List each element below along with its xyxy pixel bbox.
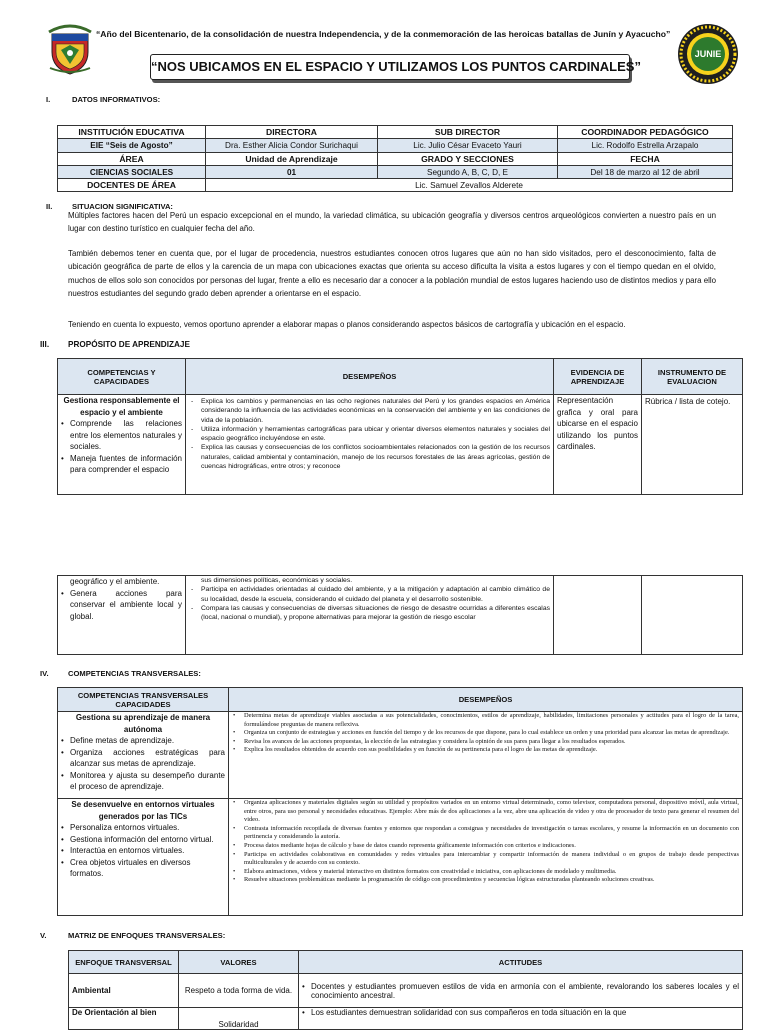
competencia-cell-continued xyxy=(58,576,186,655)
header-directora: DIRECTORA xyxy=(206,126,378,139)
competencias-transversales-table xyxy=(57,687,743,916)
evidencia-cell: Representación grafica y oral para ubicarse en el espacio utilizando los puntos cardinales. xyxy=(554,395,642,495)
desempeno-continuation: sus dimensiones políticas, económicas y sociales. xyxy=(201,577,353,584)
junie-seal-logo xyxy=(676,22,740,86)
header-instrumento: INSTRUMENTO DE EVALUACION xyxy=(642,359,743,395)
actitud-item: • Docentes y estudiantes promueven estilos de vida en armonía con el ambiente, revalorando los saberes locales y el conocimiento ancestral. xyxy=(302,982,739,1000)
proposito-table xyxy=(57,358,743,495)
header-coordinador: COORDINADOR PEDAGÓGICO xyxy=(558,126,733,139)
capacidad-item: • Organiza acciones estratégicas para alcanzar sus metas de aprendizaje. xyxy=(61,747,225,770)
instrumento-cell: Rúbrica / lista de cotejo. xyxy=(642,395,743,495)
header-competencias-transversales: COMPETENCIAS TRANSVERSALES CAPACIDADES xyxy=(58,688,229,712)
desempeno-item: • Revisa los avances de las acciones propuestas, la elección de las estrategias y considera la opinión de sus pares para llegar a los resultados esperados. xyxy=(232,738,739,747)
header-actitudes: ACTITUDES xyxy=(299,951,743,974)
coordinador-value: Lic. Rodolfo Estrella Arzapalo xyxy=(558,139,733,152)
actitud-item: • Los estudiantes demuestran solidaridad con sus compañeros en toda situación en la que xyxy=(302,1008,739,1017)
desempenos-cell-continued xyxy=(186,576,554,655)
grado-value: Segundo A, B, C, D, E xyxy=(378,165,558,178)
seal-text: JUNIE xyxy=(694,49,722,59)
header-valores: VALORES xyxy=(179,951,299,974)
evidencia-cell-empty xyxy=(554,576,642,655)
instrumento-cell-empty xyxy=(642,576,743,655)
desempeno-item: - Explica las causas y consecuencias de los conflictos socioambientales relacionados con la gestión de los recursos naturales, calidad ambiental y contaminación, manejo de los recursos forestales de las áreas agrícolas, gestión de cuencas hidrográficas, entre otros; y reconoce xyxy=(189,443,550,471)
header-evidencia: EVIDENCIA DE APRENDIZAJE xyxy=(554,359,642,395)
situacion-paragraph-1: Múltiples factores hacen del Perú un espacio excepcional en el mundo, la variedad climática, su ubicación geografía y diversos centros arqueológicos convierten a nuestro país en un lugar con destino turístico en cualquier fecha del año. xyxy=(68,211,716,234)
desempenos-tics-cell xyxy=(229,799,743,916)
capacidad-item: • Gestiona información del entorno virtual. xyxy=(61,834,225,846)
unidad-value: 01 xyxy=(206,165,378,178)
desempeno-item: - Compara las causas y consecuencias de diversas situaciones de riesgo de desastre ocurridas a diferentes escalas (local, nacional o mundial), y propone alternativas para mejorar la gestión de riesgo escolar xyxy=(189,604,550,623)
situacion-paragraph-2: También debemos tener en cuenta que, por el lugar de procedencia, nuestros estudiantes conocen otros lugares que aún no han sido visitados, pero el desconocimiento, falta de ubicación geográfica de parte de ellos y la carencia de un mapa con ubicaciones exactas que orienta su acceso dificulta la visita a estos lugares y con el tiempo quedan en el olvido, muchos de ellos solo son conocidos por personas del lugar, frente a ello es necesario dar a conocer a la población mundial de estos lugares haciendo uso de distintos medios y para ello nuestros estudiantes del segundo grado deben aprender a orientarse en el espacio. xyxy=(68,249,716,299)
capacidad-item: • Genera acciones para conservar el ambiente local y global. xyxy=(61,588,182,623)
desempeno-item: - Utiliza información y herramientas cartográficas para ubicar y orientar diversos elementos naturales y sociales del espacio geográfico incluyéndose en este. xyxy=(189,425,550,444)
actitud-orientacion-cell xyxy=(299,1008,743,1030)
section-1-heading: I. DATOS INFORMATIVOS: xyxy=(46,95,161,104)
section-4-heading: IV. COMPETENCIAS TRANSVERSALES: xyxy=(40,669,201,678)
capacidad-item: • Personaliza entornos virtuales. xyxy=(61,822,225,834)
subdirector-value: Lic. Julio César Evaceto Yauri xyxy=(378,139,558,152)
section-5-heading: V. MATRIZ DE ENFOQUES TRANSVERSALES: xyxy=(40,931,226,940)
header-unidad: Unidad de Aprendizaje xyxy=(206,152,378,165)
situacion-paragraph-3: Teniendo en cuenta lo expuesto, vemos oportuno aprender a elaborar mapas o planos considerando aspectos básicos de cartografía y ubicación en el espacio. xyxy=(68,320,626,329)
fecha-value: Del 18 de marzo al 12 de abril xyxy=(558,165,733,178)
enfoques-transversales-table xyxy=(68,950,743,1030)
header-grado: GRADO Y SECCIONES xyxy=(378,152,558,165)
desempenos-cell xyxy=(186,395,554,495)
capacidad-item: • Monitorea y ajusta su desempeño durante el proceso de aprendizaje. xyxy=(61,770,225,793)
competencia-autonoma-cell xyxy=(58,712,229,799)
desempeno-item: • Determina metas de aprendizaje viables asociadas a sus potencialidades, conocimientos, estilos de aprendizaje, habilidades, limitaciones personales y actitudes para el logro de la tarea, formulándose preguntas de manera reflexiva. xyxy=(232,712,739,729)
desempeno-item: • Organiza aplicaciones y materiales digitales según su utilidad y propósitos variados en un entorno virtual determinado, como televisor, computadora personal, dispositivo móvil, aula virtual, entre otros, para uso personal y necesidades educativas. Ejemplo: Abre más de dos aplicaciones a la vez, abre una aplicación de video y otra de procesador de texto para generar el resumen del video. xyxy=(232,799,739,825)
capacidad-item: • Interactúa en entornos virtuales. xyxy=(61,845,225,857)
competencia-title: Gestiona responsablemente el espacio y el ambiente xyxy=(63,396,180,417)
desempeno-item: • Procesa datos mediante hojas de cálculo y base de datos cuando representa gráficamente información con criterios e indicaciones. xyxy=(232,842,739,851)
enfoque-ambiental: Ambiental xyxy=(69,974,179,1008)
proposito-table-continued xyxy=(57,575,743,655)
header-subdirector: SUB DIRECTOR xyxy=(378,126,558,139)
desempeno-item: • Organiza un conjunto de estrategias y acciones en función del tiempo y de los recursos de que dispone, para lo cual establece un orden y una prioridad para alcanzar las metas de aprendizaje. xyxy=(232,729,739,738)
valor-respeto: Respeto a toda forma de vida. xyxy=(179,974,299,1008)
header-area: ÁREA xyxy=(58,152,206,165)
page-title: “NOS UBICAMOS EN EL ESPACIO Y UTILIZAMOS LOS PUNTOS CARDINALES” xyxy=(150,54,630,80)
institucion-value: EIE “Seis de Agosto” xyxy=(58,139,206,152)
year-motto: “Año del Bicentenario, de la consolidación de nuestra Independencia, y de la conmemoración de las heroicas batallas de Junín y Ayacucho” xyxy=(96,29,671,39)
header-desempenos: DESEMPEÑOS xyxy=(186,359,554,395)
header-enfoque: ENFOQUE TRANSVERSAL xyxy=(69,951,179,974)
section-3-heading: III. PROPÓSITO DE APRENDIZAJE xyxy=(40,340,190,349)
desempeno-item: • Elabora animaciones, videos y material interactivo en distintos formatos con creatividad e iniciativa, con aplicaciones de modelado y multimedia. xyxy=(232,868,739,877)
docentes-value: Lic. Samuel Zevallos Alderete xyxy=(206,179,733,192)
capacidad-item: • Crea objetos virtuales en diversos formatos. xyxy=(61,857,225,880)
competencia-autonoma-title: Gestiona su aprendizaje de manera autónoma xyxy=(75,713,211,734)
actitud-ambiental-cell xyxy=(299,974,743,1008)
competencia-tics-cell xyxy=(58,799,229,916)
valor-solidaridad: Solidaridad xyxy=(179,1008,299,1030)
desempeno-item: • Explica los resultados obtenidos de acuerdo con sus posibilidades y en función de su pertinencia para el logro de las metas de aprendizaje. xyxy=(232,746,739,755)
header-institucion: INSTITUCIÓN EDUCATIVA xyxy=(58,126,206,139)
desempeno-item: • Participa en actividades colaborativas en comunidades y redes virtuales para intercambiar y compartir información de manera individual o en grupos de trabajo desde perspectivas multiculturales y de acuerdo con su contexto. xyxy=(232,851,739,868)
desempeno-item: - Participa en actividades orientadas al cuidado del ambiente, y a la mitigación y adaptación al cambio climático de su localidad, desde la escuela, considerando el cuidado del planeta y el desarrollo sostenible. xyxy=(189,585,550,604)
capacidad-item: • Maneja fuentes de información para comprender el espacio xyxy=(61,453,182,476)
enfoque-orientacion: De Orientación al bien xyxy=(69,1008,179,1030)
desempeno-item: • Resuelve situaciones problemáticas mediante la programación de código con procedimientos y secuencias lógicas estructuradas planteando soluciones creativas. xyxy=(232,876,739,885)
header-desempenos-transversales: DESEMPEÑOS xyxy=(229,688,743,712)
capacidad-item: • Define metas de aprendizaje. xyxy=(61,735,225,747)
capacidad-continuation: geográfico y el ambiente. xyxy=(70,577,160,586)
school-crest-logo xyxy=(46,18,94,76)
competencia-tics-title: Se desenvuelve en entornos virtuales generados por las TICs xyxy=(71,800,215,821)
section-2-heading: II. SITUACION SIGNIFICATIVA: xyxy=(46,202,173,211)
header-fecha: FECHA xyxy=(558,152,733,165)
desempeno-item: - Explica los cambios y permanencias en las ocho regiones naturales del Perú y los grandes espacios en América considerando la influencia de las actividades económicas en la conservación del ambiente y en las condiciones de vida de la población. xyxy=(189,397,550,425)
desempeno-item: • Contrasta información recopilada de diversas fuentes y entornos que respondan a consignas y necesidades de investigación o tareas escolares, y resume la información en un documento con pertinencia y considerando la autoría. xyxy=(232,825,739,842)
capacidad-item: • Comprende las relaciones entre los elementos naturales y sociales. xyxy=(61,418,182,453)
area-value: CIENCIAS SOCIALES xyxy=(58,165,206,178)
header-competencias: COMPETENCIAS Y CAPACIDADES xyxy=(58,359,186,395)
competencia-cell xyxy=(58,395,186,495)
header-docentes: DOCENTES DE ÁREA xyxy=(58,179,206,192)
datos-informativos-table xyxy=(57,125,733,192)
directora-value: Dra. Esther Alicia Condor Surichaqui xyxy=(206,139,378,152)
desempenos-autonoma-cell xyxy=(229,712,743,799)
